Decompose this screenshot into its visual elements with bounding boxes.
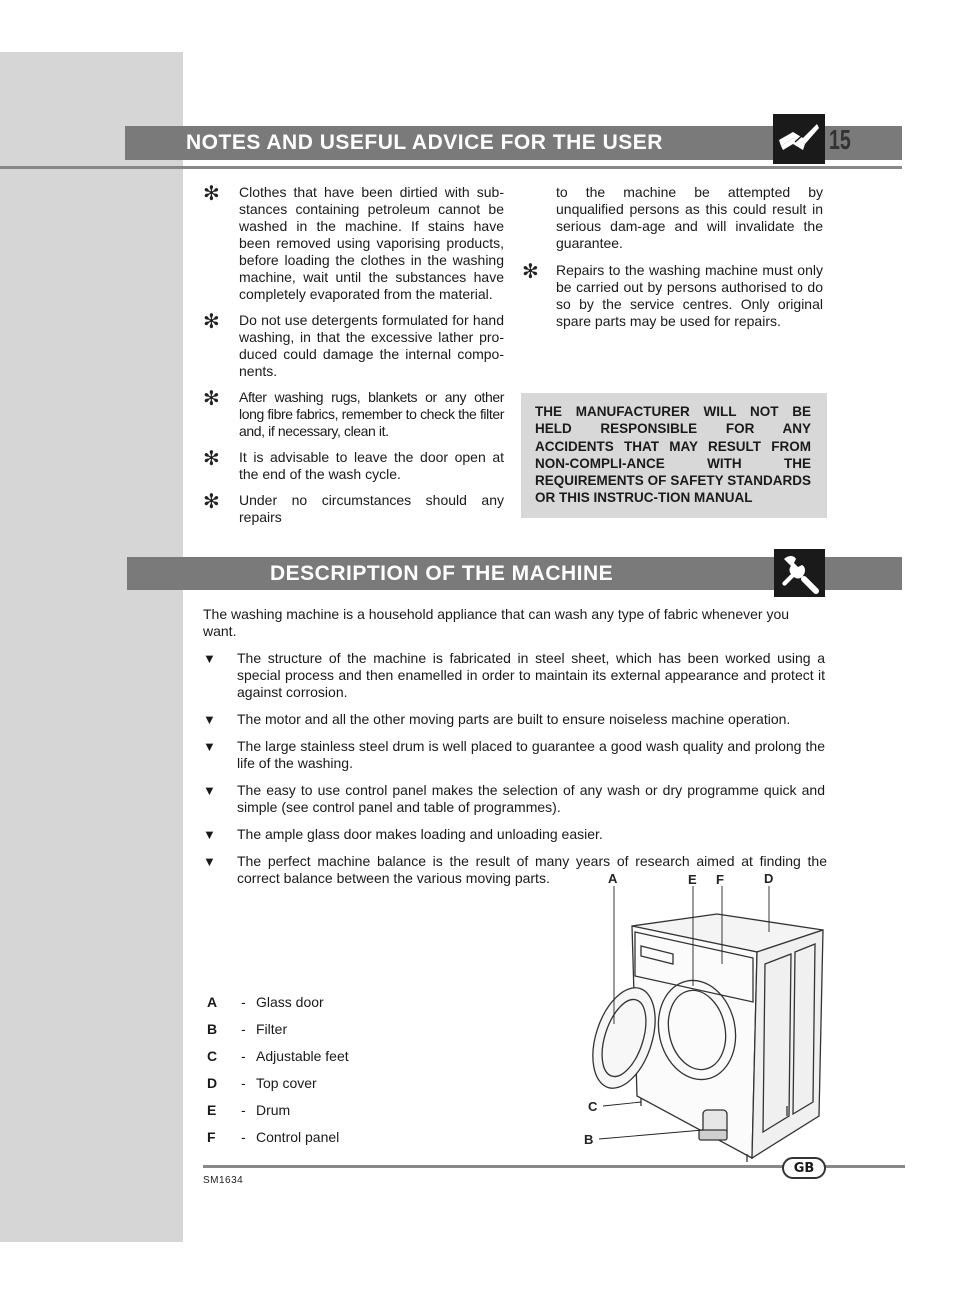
- description-body: [203, 606, 825, 897]
- list-item: ✻ Clothes that have been dirtied with sub-stances containing petroleum cannot be washed in the machine. If stains have been removed using vaporising products, before loading the clothes in the washing machine, wait until the substances have completely evaporated from the material.: [203, 181, 504, 302]
- diagram-label-b: B: [584, 1132, 594, 1147]
- section-title-description: DESCRIPTION OF THE MACHINE: [270, 561, 614, 585]
- diagram-label-f: F: [716, 872, 724, 887]
- header-underline: [0, 166, 902, 169]
- asterisk-bullet-icon: ✻: [522, 259, 539, 283]
- language-badge: GB: [782, 1157, 826, 1179]
- left-margin-band: [0, 52, 183, 1242]
- notes-left-column: [203, 181, 504, 535]
- liability-warning-box: THE MANUFACTURER WILL NOT BE HELD RESPONSIBLE FOR ANY ACCIDENTS THAT MAY RESULT FROM NON-COMPLI-ANCE WITH THE REQUIREMENTS OF SAFETY STANDARDS OR THIS INSTRUC-TION MANUAL: [521, 393, 827, 518]
- diagram-label-a: A: [608, 871, 618, 886]
- list-item: ▼ The ample glass door makes loading and unloading easier.: [203, 826, 603, 842]
- description-intro: The washing machine is a household appliance that can wash any type of fabric whenever you want.: [203, 606, 790, 639]
- triangle-bullet-icon: ▼: [203, 739, 216, 754]
- asterisk-bullet-icon: ✻: [203, 446, 220, 470]
- list-item: ▼ The perfect machine balance is the result of many years of research aimed at finding the correct balance between the various moving parts.: [203, 853, 827, 886]
- triangle-bullet-icon: ▼: [203, 783, 216, 798]
- diagram-label-d: D: [764, 871, 774, 886]
- diagram-label-e: E: [688, 872, 697, 887]
- triangle-bullet-icon: ▼: [203, 854, 216, 869]
- list-item: ▼ The easy to use control panel makes the selection of any wash or dry programme quick and simple (see control panel and table of programmes).: [203, 782, 825, 815]
- legend-row: D - Top cover: [207, 1075, 317, 1091]
- legend-row: E - Drum: [207, 1102, 291, 1118]
- washing-machine-diagram: [577, 866, 837, 1162]
- notes-right-column: [522, 184, 823, 339]
- list-item: ▼ The large stainless steel drum is well placed to guarantee a good wash quality and prolong the life of the washing.: [203, 738, 825, 771]
- list-item: ✻ It is advisable to leave the door open at the end of the wash cycle.: [203, 446, 504, 482]
- asterisk-bullet-icon: ✻: [203, 489, 220, 513]
- diagram-label-c: C: [588, 1099, 598, 1114]
- triangle-bullet-icon: ▼: [203, 651, 216, 666]
- legend-row: F - Control panel: [207, 1129, 340, 1145]
- document-code: SM1634: [203, 1175, 244, 1186]
- asterisk-bullet-icon: ✻: [203, 386, 220, 410]
- asterisk-bullet-icon: ✻: [203, 181, 220, 205]
- legend-row: A - Glass door: [207, 994, 324, 1010]
- legend-row: C - Adjustable feet: [207, 1048, 349, 1064]
- list-item: ✻ Under no circumstances should any repairs: [203, 489, 504, 525]
- list-item: ✻ After washing rugs, blankets or any other long fibre fabrics, remember to check the filter and, if necessary, clean it.: [203, 386, 504, 439]
- list-item: ✻ Repairs to the washing machine must only be carried out by persons authorised to do so by the service centres. Only original spare parts may be used for repairs.: [522, 259, 823, 329]
- list-item: ✻ Do not use detergents formulated for hand washing, in that the excessive lather pro-duced could damage the internal compo-nents.: [203, 309, 504, 379]
- section-title-notes: NOTES AND USEFUL ADVICE FOR THE USER: [186, 131, 663, 154]
- asterisk-bullet-icon: ✻: [203, 309, 220, 333]
- triangle-bullet-icon: ▼: [203, 827, 216, 842]
- page-number: 15: [829, 124, 851, 155]
- legend-row: B - Filter: [207, 1021, 288, 1037]
- triangle-bullet-icon: ▼: [203, 712, 216, 727]
- book-icon: [773, 114, 825, 164]
- list-item: ▼ The structure of the machine is fabricated in steel sheet, which has been worked using a special process and then enamelled in order to maintain its external appearance and protect it against corrosion.: [203, 650, 825, 700]
- parts-legend: [207, 994, 349, 1156]
- list-item: ▼ The motor and all the other moving parts are built to ensure noiseless machine operation.: [203, 711, 791, 727]
- continued-paragraph: to the machine be attempted by unqualified persons as this could result in serious dam-age and will invalidate the guarantee.: [556, 184, 823, 251]
- wrench-icon: [774, 549, 825, 597]
